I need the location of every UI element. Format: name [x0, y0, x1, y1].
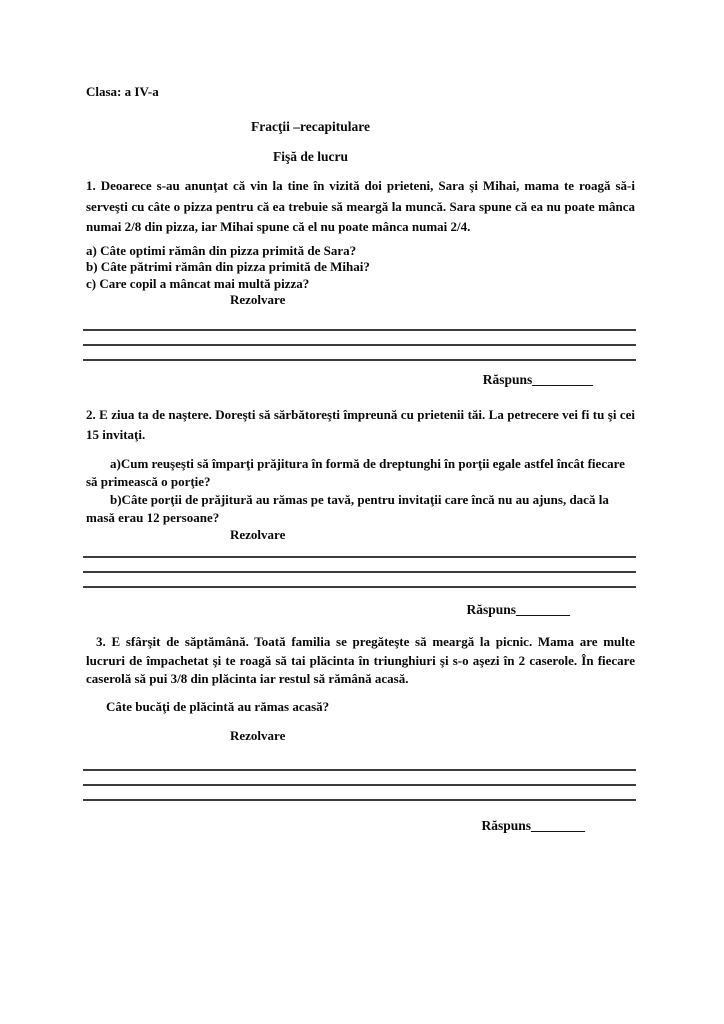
answer-lines: [86, 756, 635, 801]
answer-blank: Răspuns_________: [482, 371, 593, 387]
section-3: [86, 633, 635, 834]
question-list: [86, 243, 635, 309]
solve-heading: Rezolvare: [230, 526, 286, 542]
answer-lines: [86, 316, 635, 361]
question-list: [86, 455, 635, 544]
worksheet-subtitle: Fişă de lucru: [272, 149, 348, 164]
answer-line: [83, 316, 636, 331]
solve-heading: Rezolvare: [230, 727, 286, 743]
answer-lines: [86, 543, 635, 588]
answer-line: [83, 543, 636, 558]
answer-line: [83, 786, 636, 801]
question-item: a)Cum reuşeşti să împarţi prăjitura în formă de dreptunghi în porţii egale astfel încât fiecare să primească o porţie?: [86, 455, 625, 489]
problem-statement: 1. Deoarece s-au anunţat că vin la tine în vizită doi prieteni, Sara şi Mihai, mama te roagă să-i serveşti cu câte o pizza pentru că ea trebuie să meargă la muncă. Sara spune că ea nu poate mânca numai 2/8 din pizza, iar Mihai spune că el nu poate mânca numai 2/4.: [86, 178, 635, 234]
answer-line: [83, 573, 636, 588]
answer-line: [83, 771, 636, 786]
worksheet-title: Fracţii –recapitulare: [250, 119, 371, 134]
answer-line: [83, 558, 636, 573]
question-item: a) Câte optimi rămân din pizza primită de Sara?: [86, 242, 357, 258]
question-item: b)Câte porţii de prăjitură au rămas pe tavă, pentru invitaţii care încă nu au ajuns, dacă la masă erau 12 persoane?: [86, 491, 609, 525]
answer-line: [83, 331, 636, 346]
answer-blank: Răspuns________: [481, 818, 585, 833]
section-1: [86, 176, 635, 388]
solve-heading: Rezolvare: [230, 292, 286, 307]
question-item: b) Câte pătrimi rămân din pizza primită de Mihai?: [86, 259, 370, 274]
question-item: c) Care copil a mâncat mai multă pizza?: [86, 275, 310, 291]
answer-line: [83, 756, 636, 771]
problem-statement: 3. E sfârşit de săptămână. Toată familia se pregăteşte să meargă la picnic. Mama are multe lucruri de împachetat şi te roagă să tai plăcinta în triunghiuri şi s-o aşezi în 2 caserole. În fiecare caserolă să pui 3/8 din plăcinta iar restul să rămână acasă.: [86, 634, 635, 686]
answer-blank: Răspuns________: [466, 602, 570, 617]
section-2: [86, 405, 635, 619]
class-label: Clasa: a IV-a: [86, 84, 159, 99]
question-item: Câte bucăţi de plăcintă au rămas acasă?: [106, 698, 330, 714]
problem-statement: 2. E ziua ta de naştere. Doreşti să sărbătoreşti împreună cu prietenii tăi. La petrecere vei fi tu şi cei 15 invitaţi.: [86, 406, 635, 442]
answer-line: [83, 346, 636, 361]
